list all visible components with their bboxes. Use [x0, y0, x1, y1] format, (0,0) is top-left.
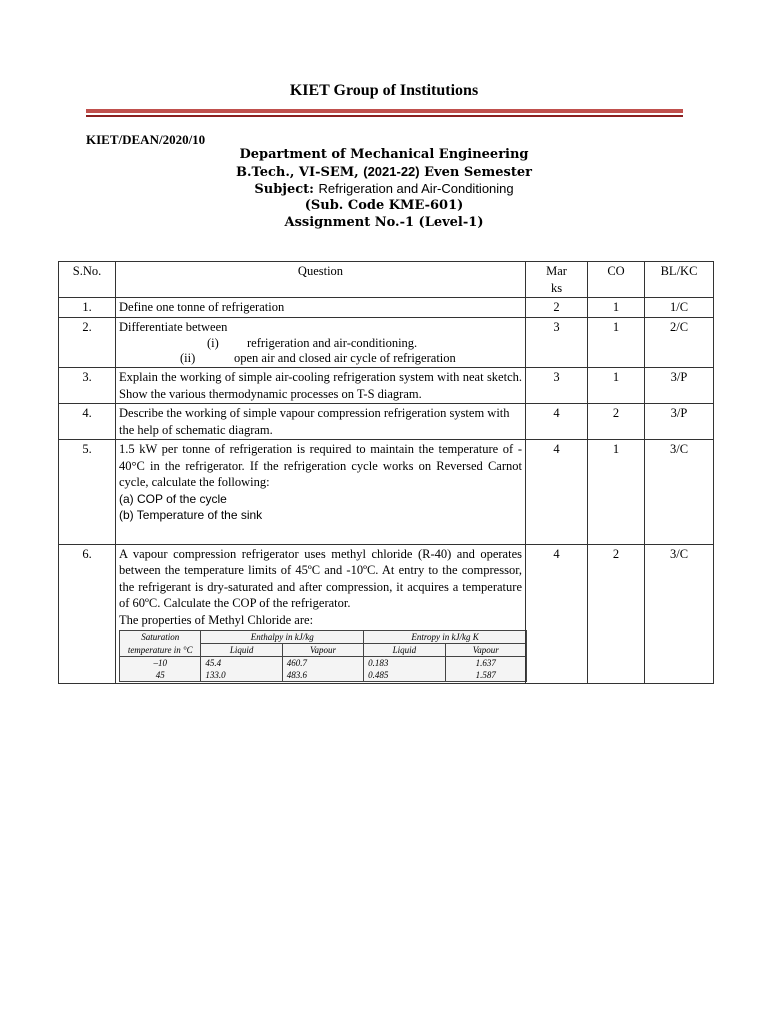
properties-intro: The properties of Methyl Chloride are: — [119, 612, 314, 627]
header-marks: Mar ks — [526, 262, 588, 298]
row-question: Define one tonne of refrigeration — [116, 298, 526, 318]
program-prefix: B.Tech., VI-SEM, — [236, 165, 364, 180]
row-co: 2 — [588, 544, 645, 684]
row-question: Explain the working of simple air-cooling refrigeration system with neat sketch. Show the various thermodynamic processes on T-S diagram. — [116, 368, 526, 404]
row-question — [116, 440, 526, 545]
table-row — [59, 440, 714, 545]
sub-item — [119, 350, 522, 367]
row-question — [116, 317, 526, 368]
row-marks: 4 — [526, 544, 588, 684]
properties-enthalpy-vapour: 483.6 — [282, 669, 363, 682]
program-year: (2021-22) — [363, 164, 420, 179]
row-marks: 3 — [526, 317, 588, 368]
subject-heading — [0, 181, 768, 197]
row-sno: 2. — [59, 317, 116, 368]
program-heading — [0, 164, 768, 180]
row-sno: 3. — [59, 368, 116, 404]
sub-item-number: (ii) — [180, 350, 196, 365]
table-row — [59, 298, 714, 318]
methyl-chloride-properties-table — [119, 630, 527, 682]
properties-entropy-liquid: 0.485 — [364, 669, 445, 682]
row-blkc: 3/C — [645, 544, 714, 684]
program-suffix: Even Semester — [419, 165, 532, 180]
table-header-row — [59, 262, 714, 298]
properties-subheader-row — [120, 644, 527, 657]
properties-row — [120, 657, 527, 670]
question-part-b: (b) Temperature of the sink — [119, 508, 263, 522]
subject-name: Refrigeration and Air-Conditioning — [318, 181, 514, 196]
reference-number: KIET/DEAN/2020/10 — [86, 132, 206, 147]
question-text: Differentiate between — [119, 319, 228, 334]
table-row — [59, 317, 714, 368]
row-sno: 1. — [59, 298, 116, 318]
question-text: 1.5 kW per tonne of refrigeration is required to maintain the temperature of - 40°C in the refrigerator. If the refrigeration cycle works on Reversed Carnot cycle, calculate the following: — [119, 442, 522, 489]
row-blkc: 1/C — [645, 298, 714, 318]
properties-entropy-vapour: 1.637 — [445, 657, 526, 670]
sub-code-heading: (Sub. Code KME-601) — [304, 198, 464, 213]
row-marks: 4 — [526, 440, 588, 545]
properties-enthalpy-liquid: 45.4 — [201, 657, 282, 670]
table-row — [59, 544, 714, 684]
row-blkc: 2/C — [645, 317, 714, 368]
sub-item-text: refrigeration and air-conditioning. — [247, 336, 418, 350]
department-heading: Department of Mechanical Engineering — [239, 147, 529, 162]
properties-header-temperature: temperature in °C — [120, 644, 201, 657]
properties-enthalpy-liquid: 133.0 — [201, 669, 282, 682]
row-question — [116, 544, 526, 684]
row-co: 1 — [588, 317, 645, 368]
header-question: Question — [116, 262, 526, 298]
properties-header-enthalpy: Enthalpy in kJ/kg — [201, 631, 364, 644]
row-co: 1 — [588, 298, 645, 318]
question-part-a: (a) COP of the cycle — [119, 491, 227, 506]
row-sno: 6. — [59, 544, 116, 684]
row-co: 1 — [588, 368, 645, 404]
row-blkc: 3/P — [645, 404, 714, 440]
row-blkc: 3/C — [645, 440, 714, 545]
properties-entropy-vapour: 1.587 — [445, 669, 526, 682]
properties-header-liquid: Liquid — [201, 644, 282, 657]
row-blkc: 3/P — [645, 368, 714, 404]
properties-header-liquid: Liquid — [364, 644, 445, 657]
row-sno: 5. — [59, 440, 116, 545]
properties-temperature: 45 — [120, 669, 201, 682]
row-marks: 3 — [526, 368, 588, 404]
header-co: CO — [588, 262, 645, 298]
subject-label: Subject: — [254, 182, 319, 197]
institution-title: KIET Group of Institutions — [289, 82, 479, 99]
properties-header-vapour: Vapour — [282, 644, 363, 657]
row-marks: 2 — [526, 298, 588, 318]
properties-row — [120, 669, 527, 682]
table-row — [59, 368, 714, 404]
row-question: Describe the working of simple vapour compression refrigeration system with the help of schematic diagram. — [116, 404, 526, 440]
row-co: 1 — [588, 440, 645, 545]
header-blkc: BL/KC — [645, 262, 714, 298]
row-marks: 4 — [526, 404, 588, 440]
row-sno: 4. — [59, 404, 116, 440]
properties-header-saturation: Saturation — [120, 631, 201, 644]
sub-item-text: open air and closed air cycle of refrigeration — [234, 350, 456, 365]
properties-header-row — [120, 631, 527, 644]
sub-item-number: (i) — [207, 336, 219, 350]
header-sno: S.No. — [59, 262, 116, 298]
table-row — [59, 404, 714, 440]
properties-entropy-liquid: 0.183 — [364, 657, 445, 670]
properties-header-vapour: Vapour — [445, 644, 526, 657]
header-rule-thin — [86, 115, 683, 117]
properties-header-entropy: Entropy in kJ/kg K — [364, 631, 527, 644]
properties-enthalpy-vapour: 460.7 — [282, 657, 363, 670]
question-text: A vapour compression refrigerator uses methyl chloride (R-40) and operates between the temperature limits of 45ºC and -10ºC. At entry to the compressor, the refrigerant is dry-saturated and after compression, it acquires a temperature of 60ºC. Calculate the COP of the refrigerator. — [119, 546, 522, 610]
row-co: 2 — [588, 404, 645, 440]
assignment-heading: Assignment No.-1 (Level-1) — [284, 215, 484, 230]
header-rule — [86, 109, 683, 113]
questions-table — [58, 261, 714, 684]
properties-temperature: –10 — [120, 657, 201, 670]
